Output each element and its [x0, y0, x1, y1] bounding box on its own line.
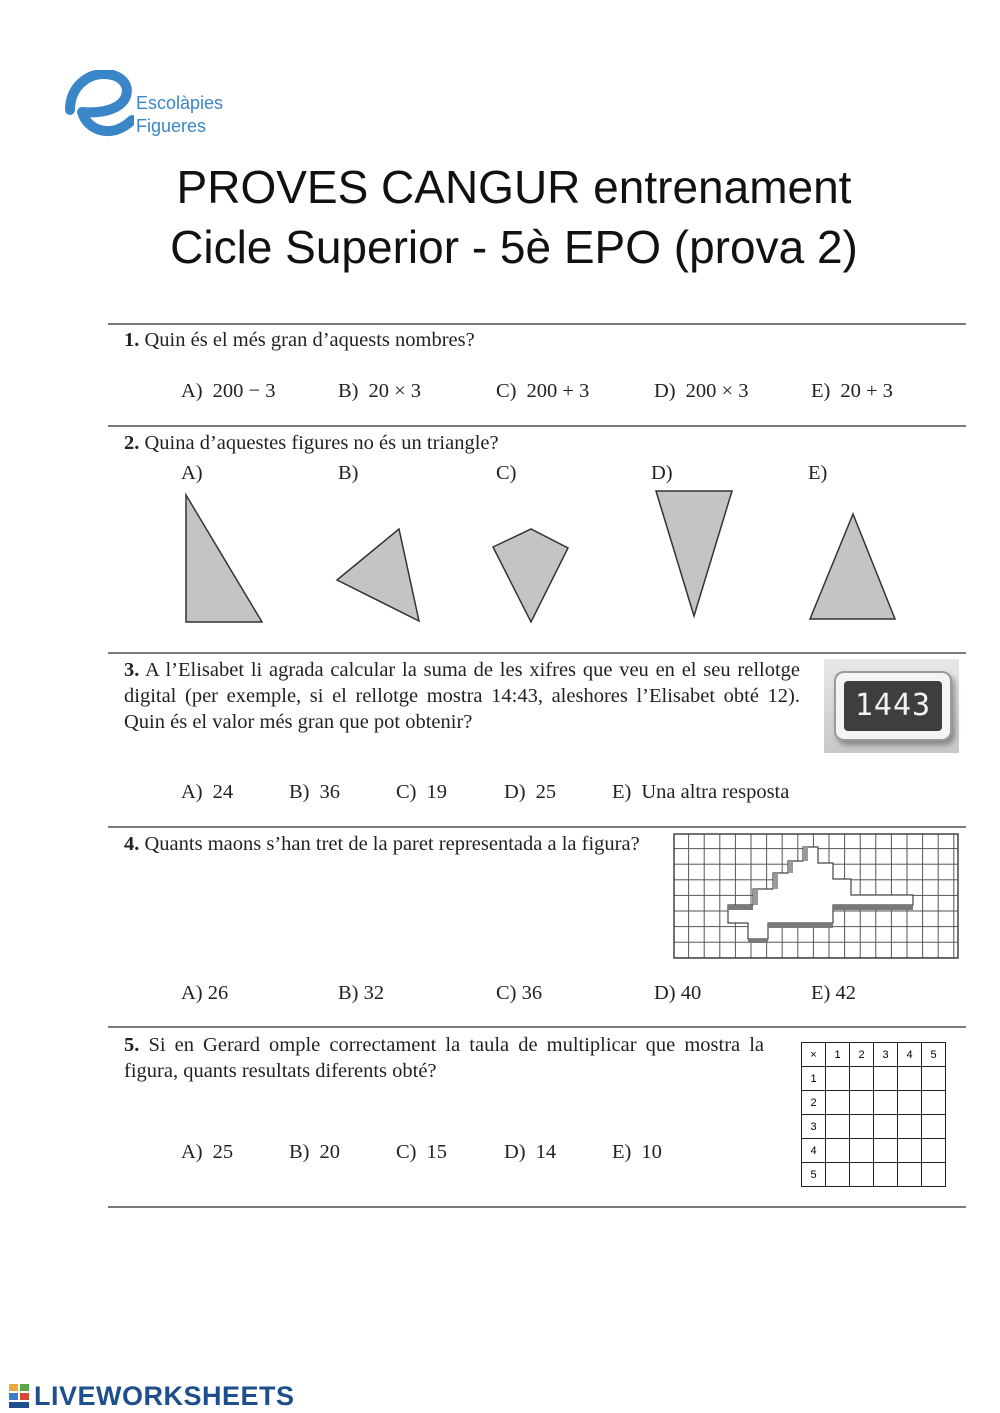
- table-row-header: 3: [802, 1115, 826, 1139]
- answer-option[interactable]: A) 26: [181, 982, 229, 1004]
- answer-option[interactable]: D) 200 × 3: [654, 380, 749, 402]
- question-number: 1.: [124, 329, 140, 351]
- shape-b-triangle: [337, 529, 419, 621]
- question-number: 4.: [124, 833, 140, 855]
- logo-line1: Escolàpies: [136, 93, 224, 113]
- school-logo: [64, 70, 234, 142]
- answer-option[interactable]: B) 20 × 3: [338, 380, 422, 402]
- divider: [108, 1206, 966, 1208]
- table-cell: [850, 1091, 874, 1115]
- table-cell: [898, 1115, 922, 1139]
- answer-option[interactable]: A) 24: [181, 781, 234, 803]
- question-text: A l’Elisabet li agrada calcular la suma de les xifres que veu en el seu rellotge digital (per exemple, si el rellotge mostra 14:43, aleshores l’Elisabet obté 12). Quin és el valor més gran que pot obtenir?: [124, 659, 800, 733]
- table-cell: [874, 1091, 898, 1115]
- table-cell: [850, 1067, 874, 1091]
- table-cell: [826, 1163, 850, 1187]
- logo-e-icon: [64, 70, 134, 142]
- answer-option[interactable]: E) 42: [811, 982, 856, 1004]
- answer-option[interactable]: A) 200 − 3: [181, 380, 276, 402]
- question-text: Quin és el més gran d’aquests nombres?: [144, 329, 475, 351]
- question-text: Quina d’aquestes figures no és un triangle?: [144, 432, 499, 454]
- table-header-cell: 2: [850, 1043, 874, 1067]
- brick-wall-figure: [673, 833, 959, 959]
- question-5: [124, 1032, 764, 1084]
- shape-c-kite: [493, 529, 568, 622]
- table-cell: [898, 1139, 922, 1163]
- table-cell: [898, 1091, 922, 1115]
- question-1: [124, 327, 475, 353]
- figure-label-e[interactable]: E): [808, 462, 828, 484]
- question-number: 3.: [124, 659, 140, 681]
- shapes-figure: [170, 485, 930, 635]
- table-cell: [874, 1115, 898, 1139]
- answer-option[interactable]: C) 200 + 3: [496, 380, 590, 402]
- shape-d-triangle: [656, 491, 732, 616]
- answer-option[interactable]: E) Una altra resposta: [612, 781, 790, 803]
- table-corner: ×: [802, 1043, 826, 1067]
- table-cell: [826, 1091, 850, 1115]
- divider: [108, 826, 966, 828]
- table-cell: [850, 1139, 874, 1163]
- figure-label-d[interactable]: D): [651, 462, 673, 484]
- table-cell: [922, 1139, 946, 1163]
- table-cell: [826, 1115, 850, 1139]
- digital-clock-image: [824, 659, 959, 753]
- shape-e-triangle: [810, 514, 895, 619]
- table-cell: [922, 1091, 946, 1115]
- clock-digits: 1443: [854, 688, 932, 723]
- liveworksheets-brand: LIVEWORKSHEETS: [34, 1381, 295, 1411]
- table-row-header: 2: [802, 1091, 826, 1115]
- divider: [108, 652, 966, 654]
- answer-option[interactable]: C) 15: [396, 1141, 447, 1163]
- table-cell: [922, 1115, 946, 1139]
- clock-body: [834, 671, 952, 741]
- table-cell: [898, 1067, 922, 1091]
- table-header-cell: 1: [826, 1043, 850, 1067]
- multiplication-table: [801, 1042, 946, 1187]
- logo-line2: Figueres: [136, 116, 207, 136]
- figure-label-a[interactable]: A): [181, 462, 203, 484]
- divider: [108, 323, 966, 325]
- answer-option[interactable]: B) 20: [289, 1141, 340, 1163]
- table-cell: [850, 1163, 874, 1187]
- table-cell: [898, 1163, 922, 1187]
- shape-a-triangle: [186, 495, 262, 622]
- answer-option[interactable]: D) 14: [504, 1141, 557, 1163]
- clock-screen: [844, 681, 942, 731]
- table-header-cell: 4: [898, 1043, 922, 1067]
- question-3: [124, 657, 800, 735]
- table-cell: [826, 1139, 850, 1163]
- table-cell: [874, 1067, 898, 1091]
- question-text: Quants maons s’han tret de la paret representada a la figura?: [144, 833, 640, 855]
- answer-option[interactable]: E) 20 + 3: [811, 380, 893, 402]
- table-cell: [922, 1067, 946, 1091]
- table-cell: [922, 1163, 946, 1187]
- table-cell: [826, 1067, 850, 1091]
- table-row-header: 5: [802, 1163, 826, 1187]
- answer-option[interactable]: A) 25: [181, 1141, 234, 1163]
- answer-option[interactable]: B) 36: [289, 781, 340, 803]
- page-title-line2: Cicle Superior - 5è EPO (prova 2): [170, 221, 858, 273]
- liveworksheets-icon: [8, 1383, 32, 1409]
- table-header-cell: 3: [874, 1043, 898, 1067]
- answer-option[interactable]: C) 36: [496, 982, 543, 1004]
- table-row-header: 1: [802, 1067, 826, 1091]
- answer-option[interactable]: E) 10: [612, 1141, 662, 1163]
- question-text: Si en Gerard omple correctament la taula de multiplicar que mostra la figura, quants resultats diferents obté?: [124, 1034, 764, 1082]
- figure-label-c[interactable]: C): [496, 462, 517, 484]
- question-2: [124, 430, 499, 456]
- page-title-line1: PROVES CANGUR entrenament: [176, 161, 852, 213]
- answer-option[interactable]: D) 40: [654, 982, 702, 1004]
- divider: [108, 1026, 966, 1028]
- divider: [108, 425, 966, 427]
- table-cell: [874, 1163, 898, 1187]
- table-cell: [874, 1139, 898, 1163]
- figure-label-b[interactable]: B): [338, 462, 359, 484]
- table-header-cell: 5: [922, 1043, 946, 1067]
- table-cell: [850, 1115, 874, 1139]
- answer-option[interactable]: D) 25: [504, 781, 557, 803]
- answer-option[interactable]: C) 19: [396, 781, 447, 803]
- table-row-header: 4: [802, 1139, 826, 1163]
- question-number: 2.: [124, 432, 140, 454]
- question-number: 5.: [124, 1034, 140, 1056]
- question-4: [124, 831, 648, 857]
- answer-option[interactable]: B) 32: [338, 982, 385, 1004]
